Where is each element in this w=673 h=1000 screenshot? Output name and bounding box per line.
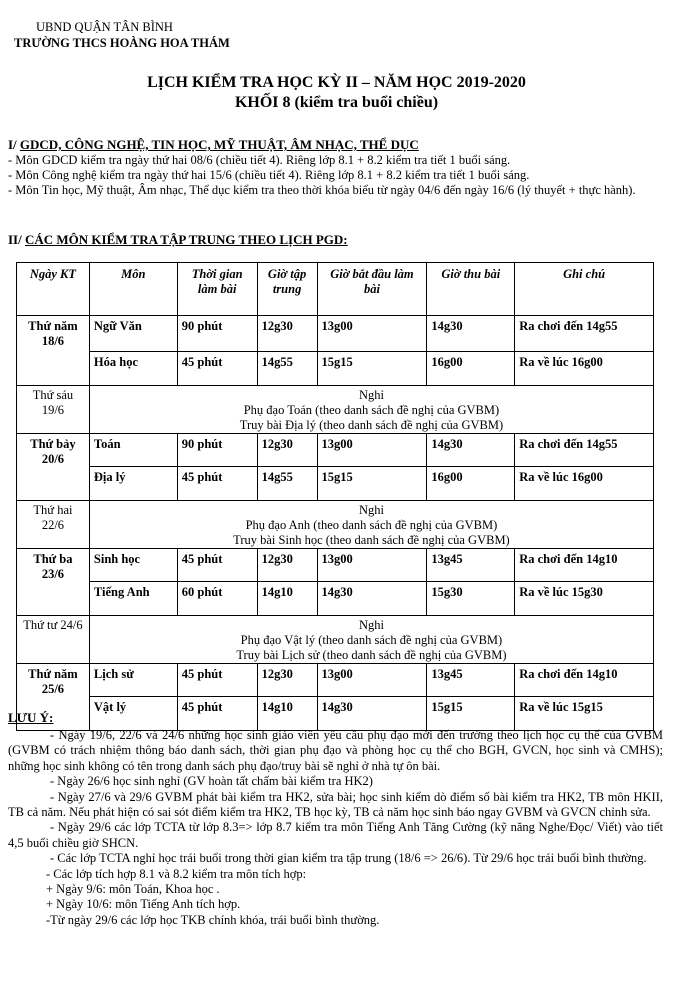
note-item: + Ngày 9/6: môn Toán, Khoa học . xyxy=(46,882,220,897)
gather-time-cell: 12g30 xyxy=(257,664,317,697)
note-cell: Ra chơi đến 14g55 xyxy=(515,434,654,467)
collect-time-cell: 13g45 xyxy=(427,664,515,697)
notes-body xyxy=(8,728,663,928)
gather-time-cell: 14g55 xyxy=(257,467,317,501)
gather-time-cell: 12g30 xyxy=(257,316,317,352)
rest-day-line: Nghỉ xyxy=(358,503,384,517)
start-time-cell: 14g30 xyxy=(317,582,427,616)
header-cell: Giờ bắt đầu làm bài xyxy=(317,263,427,316)
table-row xyxy=(17,352,654,386)
note-item: - Ngày 19/6, 22/6 và 24/6 những học sinh giáo viên yêu cầu phụ đạo mới đến trường theo lịch học cụ thể của GVBM (GVBM có trách nhiệm thông báo danh sách, thời gian phụ đạo và phòng học cụ thể cho BGH, GVCN, học sinh và CMHS); những học sinh không có tên trong danh sách phụ đạo/truy bài sẽ nghỉ ở nhà tự ôn bài. xyxy=(8,728,663,773)
collect-time-cell: 14g30 xyxy=(427,316,515,352)
exam-day-cell: Thứ năm 18/6 xyxy=(17,316,90,386)
section2-prefix: II/ xyxy=(8,232,25,247)
header-cell: Giờ thu bài xyxy=(427,263,515,316)
subject-cell: Vật lý xyxy=(89,697,177,731)
note-cell: Ra chơi đến 14g55 xyxy=(515,316,654,352)
gather-time-cell: 14g10 xyxy=(257,697,317,731)
header-cell: Môn xyxy=(89,263,177,316)
collect-time-cell: 13g45 xyxy=(427,549,515,582)
rest-day-cell: Thứ tư 24/6 xyxy=(17,616,90,664)
table-row xyxy=(17,549,654,582)
start-time-cell: 13g00 xyxy=(317,434,427,467)
rest-day-line: Truy bài Địa lý (theo danh sách đề nghị của GVBM) xyxy=(239,418,504,432)
duration-cell: 45 phút xyxy=(177,549,257,582)
table-row-rest-day xyxy=(17,616,654,664)
school-name: TRƯỜNG THCS HOÀNG HOA THÁM xyxy=(14,36,230,50)
section1-line: - Môn GDCD kiểm tra ngày thứ hai 08/6 (chiều tiết 4). Riêng lớp 8.1 + 8.2 kiểm tra tiết 1 buổi sáng. xyxy=(8,153,511,167)
note-item: - Ngày 29/6 các lớp TCTA từ lớp 8.3=> lớp 8.7 kiểm tra môn Tiếng Anh Tăng Cường (kỹ năng Nghe/Đọc/ Viết) vào tiết 4,5 buổi chiều giờ SHCN. xyxy=(8,820,663,850)
start-time-cell: 15g15 xyxy=(317,352,427,386)
rest-day-cell: Thứ hai 22/6 xyxy=(17,501,90,549)
rest-day-cell: Thứ sáu 19/6 xyxy=(17,386,90,434)
gather-time-cell: 14g55 xyxy=(257,352,317,386)
collect-time-cell: 14g30 xyxy=(427,434,515,467)
note-item: - Ngày 26/6 học sinh nghỉ (GV hoàn tất chấm bài kiểm tra HK2) xyxy=(50,774,373,789)
subject-cell: Ngữ Văn xyxy=(89,316,177,352)
collect-time-cell: 16g00 xyxy=(427,467,515,501)
note-cell: Ra về lúc 15g15 xyxy=(515,697,654,731)
subject-cell: Tiếng Anh xyxy=(89,582,177,616)
start-time-cell: 13g00 xyxy=(317,316,427,352)
table-row xyxy=(17,664,654,697)
exam-schedule-table xyxy=(16,262,654,731)
header-cell: Thời gian làm bài xyxy=(177,263,257,316)
rest-day-line: Phụ đạo Toán (theo danh sách đề nghị của GVBM) xyxy=(243,403,500,417)
gather-time-cell: 14g10 xyxy=(257,582,317,616)
start-time-cell: 14g30 xyxy=(317,697,427,731)
table-header-row xyxy=(17,263,654,316)
header-cell: Giờ tập trung xyxy=(257,263,317,316)
header-cell: Ngày KT xyxy=(17,263,90,316)
duration-cell: 90 phút xyxy=(177,434,257,467)
start-time-cell: 15g15 xyxy=(317,467,427,501)
exam-day-cell: Thứ năm 25/6 xyxy=(17,664,90,731)
gather-time-cell: 12g30 xyxy=(257,434,317,467)
rest-day-info xyxy=(89,616,653,664)
subject-cell: Lịch sử xyxy=(89,664,177,697)
subject-cell: Toán xyxy=(89,434,177,467)
org-name: UBND QUẬN TÂN BÌNH xyxy=(36,20,173,34)
rest-day-line: Phụ đạo Anh (theo danh sách đề nghị của GVBM) xyxy=(245,518,498,532)
rest-day-info xyxy=(89,386,653,434)
note-item: - Ngày 27/6 và 29/6 GVBM phát bài kiểm tra HK2, sửa bài; học sinh kiểm dò điểm số bài kiểm tra HK2, TB môn HKII, TB cả năm. Nếu phát hiện có sai sót điểm kiểm tra HK2, TB học kỳ, TB cả năm học sinh báo ngay GVBM và GVCN chỉnh sửa. xyxy=(8,789,663,820)
rest-day-line: Nghỉ xyxy=(358,388,384,402)
duration-cell: 45 phút xyxy=(177,352,257,386)
start-time-cell: 13g00 xyxy=(317,664,427,697)
section1-prefix: I/ xyxy=(8,137,20,152)
table-body xyxy=(17,316,654,731)
start-time-cell: 13g00 xyxy=(317,549,427,582)
note-item: + Ngày 10/6: môn Tiếng Anh tích hợp. xyxy=(46,897,241,912)
duration-cell: 45 phút xyxy=(177,664,257,697)
exam-day-cell: Thứ ba 23/6 xyxy=(17,549,90,616)
subject-cell: Sinh học xyxy=(89,549,177,582)
note-cell: Ra về lúc 16g00 xyxy=(515,352,654,386)
table-row-rest-day xyxy=(17,501,654,549)
collect-time-cell: 15g30 xyxy=(427,582,515,616)
document-subtitle: KHỐI 8 (kiểm tra buổi chiều) xyxy=(234,94,439,111)
duration-cell: 45 phút xyxy=(177,467,257,501)
rest-day-line: Truy bài Sinh học (theo danh sách đề nghị của GVBM) xyxy=(233,533,510,547)
duration-cell: 60 phút xyxy=(177,582,257,616)
duration-cell: 45 phút xyxy=(177,697,257,731)
note-cell: Ra chơi đến 14g10 xyxy=(515,664,654,697)
table-row xyxy=(17,697,654,731)
note-item: - Các lớp TCTA nghỉ học trái buổi trong thời gian kiểm tra tập trung (18/6 => 26/6). Từ 29/6 học trái buổi bình thường. xyxy=(50,851,647,866)
table-row xyxy=(17,582,654,616)
section2-title: CÁC MÔN KIỂM TRA TẬP TRUNG THEO LỊCH PGD: xyxy=(24,232,348,247)
note-cell: Ra chơi đến 14g10 xyxy=(515,549,654,582)
table-row xyxy=(17,434,654,467)
table-row xyxy=(17,316,654,352)
subject-cell: Địa lý xyxy=(89,467,177,501)
header-cell: Ghi chú xyxy=(515,263,654,316)
rest-day-line: Nghỉ xyxy=(358,618,384,632)
section1-body xyxy=(8,153,663,198)
note-item: - Các lớp tích hợp 8.1 và 8.2 kiểm tra môn tích hợp: xyxy=(46,866,307,881)
duration-cell: 90 phút xyxy=(177,316,257,352)
notes-heading: LƯU Ý: xyxy=(8,710,54,725)
rest-day-line: Truy bài Lịch sử (theo danh sách đề nghị của GVBM) xyxy=(236,648,507,662)
exam-day-cell: Thứ bảy 20/6 xyxy=(17,434,90,501)
section1-line: - Môn Công nghệ kiểm tra ngày thứ hai 15/6 (chiều tiết 4). Riêng lớp 8.1 + 8.2 kiểm tra tiết 1 buổi sáng. xyxy=(8,168,530,182)
gather-time-cell: 12g30 xyxy=(257,549,317,582)
note-cell: Ra về lúc 16g00 xyxy=(515,467,654,501)
document-title: LỊCH KIỂM TRA HỌC KỲ II – NĂM HỌC 2019-2020 xyxy=(147,74,526,91)
section1-line: - Môn Tin học, Mỹ thuật, Âm nhạc, Thể dục kiểm tra theo thời khóa biểu từ ngày 04/6 đến ngày 16/6 (lý thuyết + thực hành). xyxy=(8,183,636,197)
table-row xyxy=(17,467,654,501)
section1-title: GDCD, CÔNG NGHỆ, TIN HỌC, MỸ THUẬT, ÂM NHẠC, THỂ DỤC xyxy=(19,137,419,152)
section1-heading xyxy=(8,137,419,153)
rest-day-info xyxy=(89,501,653,549)
table-row-rest-day xyxy=(17,386,654,434)
subject-cell: Hóa học xyxy=(89,352,177,386)
note-item: -Từ ngày 29/6 các lớp học TKB chính khóa, trái buổi bình thường. xyxy=(46,912,380,927)
rest-day-line: Phụ đạo Vật lý (theo danh sách đề nghị của GVBM) xyxy=(240,633,503,647)
collect-time-cell: 16g00 xyxy=(427,352,515,386)
collect-time-cell: 15g15 xyxy=(427,697,515,731)
section2-heading xyxy=(8,232,348,248)
note-cell: Ra về lúc 15g30 xyxy=(515,582,654,616)
